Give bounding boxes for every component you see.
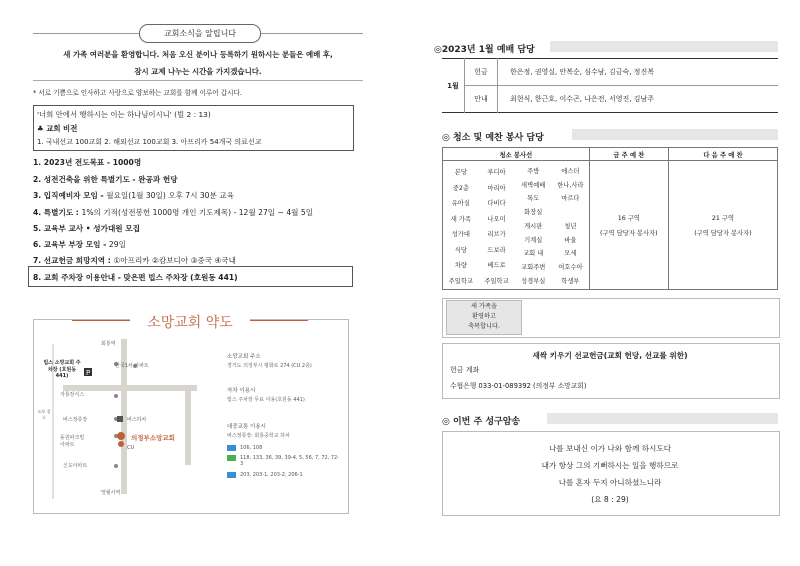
worship-title: ◎2023년 1월 예배 담당: [434, 45, 535, 55]
map-bottom-road: 망월사역: [101, 490, 121, 496]
news-item-3-text: 월요일(1월 30일) 오후 7시 30분 교육: [106, 191, 234, 200]
church-name: 의정부소망교회: [131, 434, 175, 442]
memory-title-bar: [547, 413, 778, 424]
bus-text: 버스정류장: 회룡중학교 하차: [227, 433, 290, 439]
cleaning-col-2: [479, 161, 515, 290]
col1-item-0: 본당: [454, 169, 467, 176]
roadway-label: 도보 경로: [37, 409, 51, 420]
place-hankook: 한국1차 아파트: [115, 363, 149, 369]
parking-icon-letter: P: [86, 369, 91, 377]
col4-item-7: 여호수아: [558, 263, 583, 271]
col2-item-7: 주일학교: [484, 277, 509, 285]
bus-line-3-swatch: [227, 472, 236, 478]
welcome-line-1: 새 가족 여러분을 환영합니다. 처음 오신 분이나 등록하기 원하시는 분들은 예배 후,: [63, 50, 333, 59]
bus-stop-right: 버스하차: [127, 417, 147, 423]
col1-item-7: 주일학교: [448, 277, 474, 285]
news-item-2: 2. 성전건축을 위한 특별기도 - 완공과 헌당: [33, 175, 178, 184]
col3-item-7: 교회주변: [521, 263, 546, 271]
welcome-box-label: [446, 300, 522, 335]
memory-line-2: 내가 항상 그의 기뻐하시는 일을 행하므로: [541, 461, 679, 470]
col3-item-2: 톡도: [527, 195, 540, 203]
memory-line-3: 나를 혼자 두지 아니하셨느니라: [558, 478, 662, 487]
news-item-4-label: 4. 특별기도 :: [33, 208, 79, 217]
welcome-text-3: 축복합니다.: [468, 323, 500, 330]
col2-item-5: 드보라: [487, 246, 506, 254]
map-road-vertical-right: [185, 385, 191, 465]
worship-title-bar: [550, 41, 778, 52]
place-dongmun: 동원파크빌 아파트: [60, 435, 85, 448]
cu-label: CU: [127, 445, 135, 451]
worship-row2-label: 안내: [465, 86, 498, 113]
col1-item-6: 차량: [454, 262, 467, 269]
this-week-group: 16 구역: [617, 215, 640, 222]
next-week-note: (구역 담당자 봉사자): [694, 230, 752, 237]
news-item-1: 1. 2023년 전도목표 - 1000명: [33, 158, 142, 167]
welcome-text-2: 환영하고: [472, 313, 496, 320]
verse-text: '너희 안에서 행하시는 이는 하나님이시니' (빌 2 : 13): [37, 110, 211, 119]
news-item-4-text: 1%의 기적(성전봉헌 1000명 개인 기도제목) - 12월 27일 ~ 4월 5일: [81, 208, 314, 217]
news-item-6-text: 29일: [108, 240, 126, 249]
next-week-cell: [668, 161, 777, 290]
map-dot-5: [114, 464, 118, 468]
cleaning-title: ◎ 청소 및 예찬 봉사 담당: [442, 133, 544, 143]
worship-row1-names: 한은정, 권영실, 안복순, 심수남, 김금숙, 정진복: [498, 59, 779, 86]
vision-title: ♣ 교회 비전: [37, 124, 78, 133]
news-item-6: [33, 239, 126, 250]
news-item-7: [33, 255, 236, 266]
col4-item-4: 청년: [564, 222, 577, 230]
col2-item-6: 베드로: [487, 262, 506, 269]
cleaning-table: [442, 147, 778, 290]
notice-title: 교회소식을 알립니다: [139, 24, 261, 43]
place-jaryong: 자룡장식스: [60, 392, 85, 398]
col2-item-1: 마리아: [487, 184, 506, 192]
welcome-text-1: 새 가족을: [471, 303, 497, 310]
col4-item-1: 한나,사라: [557, 181, 584, 189]
map-dot-7: [118, 441, 124, 447]
col4-item-3: [552, 206, 589, 220]
news-item-5: 5. 교육부 교사 • 성가대원 모집: [33, 224, 140, 233]
news-item-4: [33, 207, 313, 218]
worship-table: [442, 58, 778, 113]
church-marker: [117, 432, 125, 440]
this-week-cell: [589, 161, 668, 290]
cleaning-col-3: [514, 161, 552, 290]
bus-line-1: 106, 108: [240, 445, 263, 451]
bus-head: 대중교통 이용시: [227, 424, 266, 430]
bus-icon: [117, 416, 123, 422]
worship-row2-names: 최현식, 한근호, 이수곤, 나은전, 서영진, 김남주: [510, 95, 654, 103]
car-head: 자차 이용시: [227, 388, 256, 394]
cleaning-col-1: [443, 161, 479, 290]
cleaning-head-1: 청소 봉사선: [443, 148, 590, 161]
col4-item-2: 마르다: [561, 195, 580, 203]
this-week-note: (구역 담당자 봉사자): [600, 230, 658, 237]
col4-item-6: 모세: [564, 250, 577, 258]
memory-line-1: 나를 보내신 이가 나와 함께 하시도다: [548, 444, 672, 453]
col2-item-0: 루디아: [487, 169, 506, 176]
addr-head: 소망교회 주소: [227, 354, 261, 360]
map-dot-2: [114, 394, 118, 398]
intro-text: * 서로 기쁨으로 인사하고 사랑으로 양보하는 교회를 함께 이루어 갑시다.: [33, 89, 242, 97]
news-item-6-label: 6. 교육부 부장 모임 -: [33, 240, 107, 249]
car-text: 빕스 주차장 무료 이용(호원동 441): [227, 397, 305, 403]
next-week-group: 21 구역: [711, 215, 735, 222]
col4-item-8: 학생부: [561, 277, 580, 285]
col1-item-4: 성가대: [451, 231, 470, 238]
cleaning-head-3: 다 음 주 예 찬: [668, 148, 777, 161]
col1-item-3: 새 가족: [450, 215, 471, 223]
memory-title: ◎ 이번 주 성구암송: [442, 417, 521, 427]
worship-row1-label: 헌금: [465, 59, 498, 86]
parking-label: 빕스 소망교회 주차장 (호원동 441): [43, 360, 81, 379]
place-sindo: 신도아파트: [63, 463, 88, 469]
welcome-divider: [33, 80, 363, 81]
worship-month: 1월: [442, 59, 465, 113]
col2-item-2: 다비다: [487, 200, 506, 207]
news-item-3: [33, 190, 234, 201]
addr-text: 경기도 의정부시 평화로 274 (CU 2층): [227, 363, 312, 369]
cleaning-col-4: [552, 161, 589, 290]
col3-item-5: 기계실: [524, 236, 543, 244]
col1-item-1: 중2층: [452, 184, 469, 192]
news-item-7-text: ①아프리카 ②캄보디아 ③중국 ④국내: [113, 256, 236, 265]
cleaning-title-bar: [572, 129, 778, 140]
col3-item-1: 새벽예배: [521, 181, 546, 189]
col3-item-4: 게시판: [524, 222, 543, 230]
col2-item-4: 리브가: [487, 231, 506, 238]
map-title: 소망교회 약도: [130, 312, 250, 332]
bus-line-2: 118, 133, 36, 39, 39-4, 5, 56, 7, 72, 72-3: [240, 455, 340, 467]
col1-item-5: 식당: [454, 246, 467, 254]
offering-title: 새싹 키우기 선교헌금(교회 헌당, 선교를 위한): [532, 351, 688, 360]
news-item-3-label: 3. 입직예비자 모임 -: [33, 191, 104, 200]
bus-stop-left: 버스정류장: [63, 417, 88, 423]
bus-line-3: 203, 203-1, 203-2, 206-1: [240, 472, 303, 478]
offering-account-text: 수협은행 033-01-089392 (의정부 소망교회): [450, 382, 587, 390]
col3-item-3: 화장실: [524, 209, 543, 217]
offering-account-label: 헌금 계좌: [450, 366, 480, 374]
cleaning-head-2: 금 주 예 찬: [589, 148, 668, 161]
col2-item-3: 나오미: [487, 215, 506, 223]
memory-ref: (요 8 : 29): [591, 495, 629, 504]
col4-item-5: 바울: [564, 236, 577, 244]
col3-item-8: 성경부실: [521, 277, 546, 285]
vision-text: 1. 국내선교 100교회 2. 해외선교 100교회 3. 아프리카 54개국 의료선교: [37, 138, 262, 146]
col3-item-6: 교회 내: [523, 250, 544, 258]
welcome-line-2: 잠시 교제 나누는 시간을 가지겠습니다.: [134, 67, 262, 76]
col3-item-0: 주방: [527, 168, 540, 175]
bus-line-2-swatch: [227, 455, 236, 461]
bus-line-1-swatch: [227, 445, 236, 451]
col1-item-2: 유아실: [451, 200, 470, 207]
col4-item-0: 에스더: [561, 168, 580, 175]
news-item-7-label: 7. 선교헌금 희망지역 :: [33, 256, 111, 265]
map-top-road: 회룡역: [101, 341, 116, 347]
news-item-8: 8. 교회 주차장 이용안내 - 맞은편 빕스 주차장 (호원동 441): [33, 273, 238, 282]
